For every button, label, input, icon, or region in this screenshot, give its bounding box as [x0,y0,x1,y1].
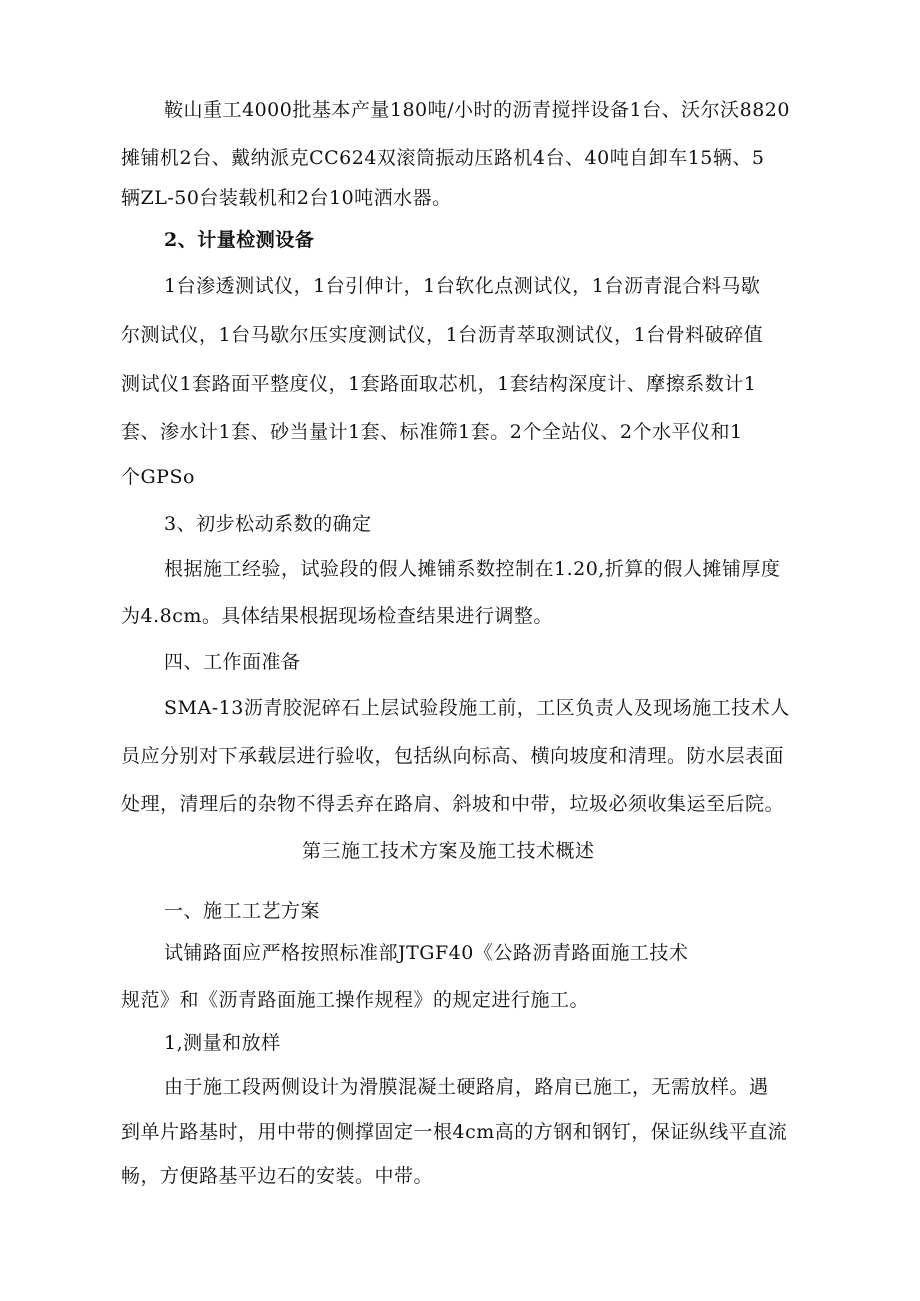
paragraph-coefficient-line-2: 为4.8cm。具体结果根据现场检查结果进行调整。 [121,605,553,627]
heading-measurement-equipment: 2、计量检测设备 [164,229,315,251]
paragraph-instruments-line-1: 1台渗透测试仪，1台引伸计，1台软化点测试仪，1台沥青混合料马歇 [164,275,761,297]
paragraph-preparation-line-1: SMA-13沥青胶泥碎石上层试验段施工前，工区负责人及现场施工技术人 [164,697,790,719]
paragraph-survey-line-1: 由于施工段两侧设计为滑膜混凝土硬路肩，路肩已施工，无需放样。遇 [164,1076,769,1098]
paragraph-equipment-line-2: 摊铺机2台、戴纳派克CC624双滚筒振动压路机4台、40吨自卸车15辆、5 [121,147,765,169]
heading-work-surface-preparation: 四、工作面准备 [164,651,301,673]
paragraph-instruments-line-2: 尔测试仪，1台马歇尔压实度测试仪，1台沥青萃取测试仪，1台骨料破碎值 [121,324,764,346]
paragraph-instruments-line-4: 套、渗水计1套、砂当量计1套、标准筛1套。2个全站仪、2个水平仪和1 [121,421,743,443]
paragraph-survey-line-3: 畅，方便路基平边石的安装。中带。 [121,1165,434,1187]
paragraph-equipment-line-1: 鞍山重工4000批基本产量180吨/小时的沥青搅拌设备1台、沃尔沃8820 [164,99,790,121]
paragraph-survey-line-2: 到单片路基时，用中带的侧撑固定一根4cm高的方钢和钢钉，保证纵线平直流 [121,1121,788,1143]
paragraph-instruments-line-3: 测试仪1套路面平整度仪，1套路面取芯机，1套结构深度计、摩擦系数计1 [121,373,757,395]
heading-loosening-coefficient: 3、初步松动系数的确定 [164,513,372,535]
paragraph-equipment-line-3: 辆ZL-50台装载机和2台10吨洒水器。 [121,187,452,209]
heading-survey-and-layout: 1,测量和放样 [164,1032,281,1054]
chapter-title: 第三施工技术方案及施工技术概述 [302,840,595,862]
paragraph-instruments-line-5: 个GPSo [121,466,195,488]
paragraph-preparation-line-2: 员应分别对下承载层进行验收，包括纵向标高、横向坡度和清理。防水层表面 [121,745,785,767]
paragraph-standard-line-1: 试铺路面应严格按照标准部JTGF40《公路沥青路面施工技术 [164,942,689,964]
paragraph-preparation-line-3: 处理，清理后的杂物不得丢弃在路肩、斜坡和中带，垃圾必须收集运至后院。 [121,793,785,815]
heading-construction-process-plan: 一、施工工艺方案 [164,900,321,922]
paragraph-coefficient-line-1: 根据施工经验，试验段的假人摊铺系数控制在1.20,折算的假人摊铺厚度 [164,558,781,580]
paragraph-standard-line-2: 规范》和《沥青路面施工操作规程》的规定进行施工。 [121,989,590,1011]
